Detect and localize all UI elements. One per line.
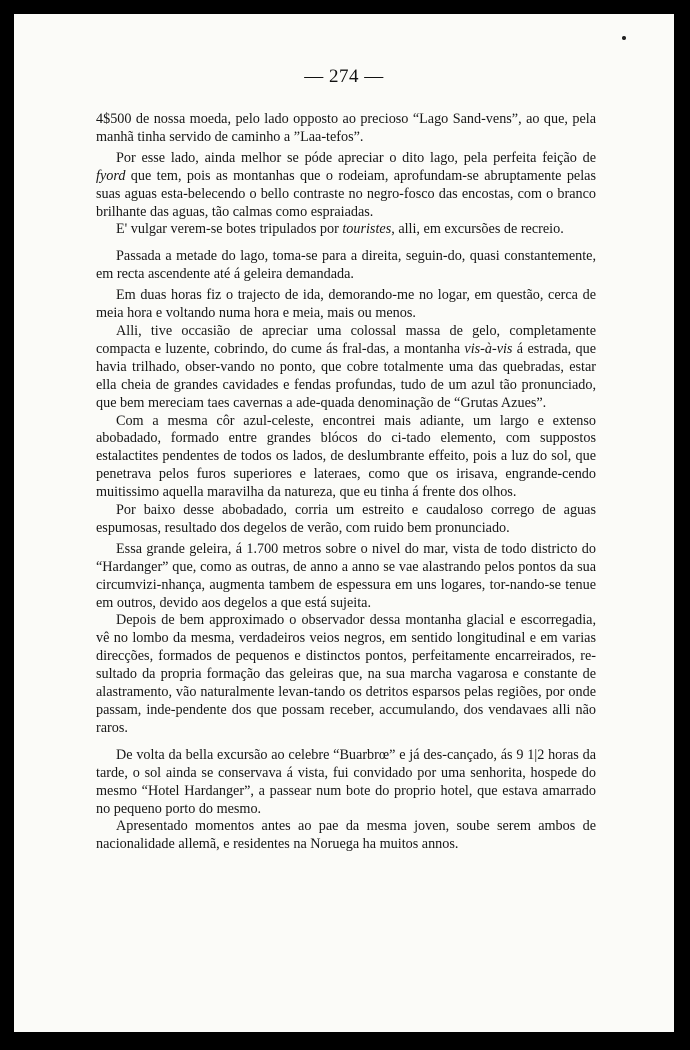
text-run: Passada a metade do lago, toma-se para a direita, seguin-do, quasi constantemente, em recta ascendente até á geleira demandada. [96, 248, 596, 283]
paragraph-5 [96, 287, 596, 323]
text-run: Por baixo desse abobadado, corria um estreito e caudaloso corrego de aguas espumosas, resultado dos degelos de verão, com ruido bem pronunciado. [96, 502, 596, 536]
text-run: Alli, tive occasião de apreciar uma colossal massa de gelo, completamente compacta e luzente, cobrindo, do cume ás fral-das, a montanha [96, 322, 596, 357]
paragraph-4 [96, 248, 596, 284]
text-run: á estrada, que havia trilhado, obser-vando no ponto, que cobre totalmente uma das quebradas, estar ella cheia de grandes cavidades e fendas profundas, tudo de um azul tão pronunciado, que bem mereciam taes cavernas a ade-quada denominação de “Grutas Azues”. [96, 340, 596, 411]
ink-speck [622, 36, 626, 40]
italic-term: fyord [96, 167, 126, 184]
page-body [96, 111, 596, 854]
paragraph-7 [96, 413, 596, 503]
text-run: Por esse lado, ainda melhor se póde apreciar o dito lago, pela perfeita feição de [116, 149, 596, 166]
paragraph-3 [96, 221, 596, 239]
paragraph-11 [96, 747, 596, 819]
text-run: De volta da bella excursão ao celebre “Buarbrœ” e já des-cançado, ás 9 1|2 horas da tarde, o sol ainda se conservava á vista, fui convidado por uma senhorita, hospede do mesmo “Hotel Hardanger”, a passear num bote do proprio hotel, que estava amarrado no pequeno porto do mesmo. [96, 746, 596, 817]
paragraph-1 [96, 111, 596, 147]
book-page [14, 14, 674, 1032]
italic-term: touristes [342, 221, 392, 238]
text-run: Com a mesma côr azul-celeste, encontrei mais adiante, um largo e extenso abobadado, formado entre grandes blócos do ci-tado elemento, com suppostos estalactites pendentes de todos os lados, de deslumbrante effeito, pois a luz do sol, que penetrava pelos furos superiores e lateraes, como que os irisava, engrande-cendo muitissimo aquella maravilha da natureza, que eu tinha á frente dos olhos. [96, 412, 596, 501]
text-run: E' vulgar verem-se botes tripulados por [116, 221, 343, 238]
text-run: Essa grande geleira, á 1.700 metros sobre o nivel do mar, vista de todo districto do “Hardanger” que, como as outras, de anno a anno se vae alastrando pelos pontos da sua circumvizi-nhança, augmenta tambem de espessura em uns logares, tor-nando-se tenue em outros, devido aos degelos a que está sujeita. [96, 540, 596, 611]
text-run: , alli, em excursões de recreio. [391, 221, 564, 238]
paragraph-10 [96, 612, 596, 737]
paragraph-12 [96, 818, 596, 854]
italic-term: vis-à-vis [464, 340, 513, 357]
text-run: Em duas horas fiz o trajecto de ida, demorando-me no logar, em questão, cerca de meia hora e voltando numa hora e meia, mais ou menos. [96, 287, 596, 322]
text-run: 4$500 de nossa moeda, pelo lado opposto ao precioso “Lago Sand-vens”, ao que, pela manhã tinha servido de caminho a ”Laa-tefos”. [96, 111, 596, 145]
paragraph-8 [96, 502, 596, 538]
page-number: — 274 — [304, 66, 384, 87]
text-run: Depois de bem approximado o observador dessa montanha glacial e escorregadia, vê no lombo da mesma, verdadeiros veios negros, em sentido longitudinal e em varias direcções, formados de pequenos e distinctos pontos, perfeitamente encarreirados, re-sultado da propria formação das geleiras que, na sua marcha vagarosa e constante de alastramento, vão naturalmente levan-tando os detritos esparsos pelas regiões, por onde passam, inde-pendente dos que possam receber, accumulando, dos vendavaes alli não raros. [96, 612, 596, 736]
paragraph-2 [96, 150, 596, 222]
paragraph-9 [96, 541, 596, 613]
text-run: que tem, pois as montanhas que o rodeiam, aprofundam-se abruptamente pelas suas aguas esta-belecendo o bello contraste no negro-fosco das encostas, com o branco brilhante das aguas, tão calmas como espraiadas. [96, 167, 596, 220]
paragraph-6 [96, 323, 596, 413]
text-run: Apresentado momentos antes ao pae da mesma joven, soube serem ambos de nacionalidade allemã, e residentes na Noruega ha muitos annos. [96, 818, 596, 853]
